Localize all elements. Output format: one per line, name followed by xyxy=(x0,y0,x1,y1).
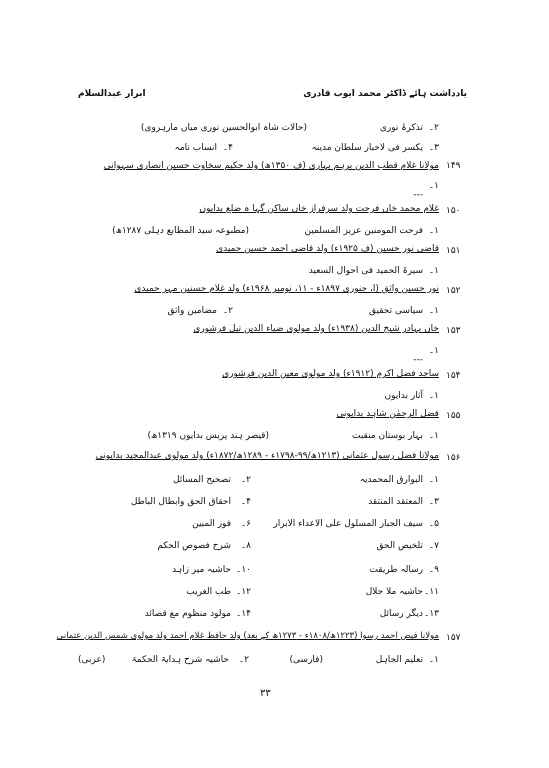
book-title: یکسر فی لاخبار سلطان مدینہ xyxy=(311,143,423,153)
item-marker: ۳۔ xyxy=(428,143,439,153)
entry-number: ۱۵۷ xyxy=(446,633,461,643)
book-title: فوز المبین xyxy=(192,519,231,529)
entry-number: ۱۵۰ xyxy=(446,206,461,216)
item-marker: ۱۔ xyxy=(428,655,439,665)
book-title: مضامین واثق xyxy=(167,306,217,316)
entry-heading: مولانا غلام قطب الدین برہم بہاری (ف ۱۳۵۰ھ) ولد حکیم سخاوت حسین انصاری سہوانی xyxy=(103,161,439,171)
book-note: (عربی) xyxy=(78,655,106,665)
item-marker: ۲۔ xyxy=(240,475,251,485)
item-marker: ۱۰۔ xyxy=(236,565,251,575)
entry-heading: مولانا فیض احمد رسوا (۱۲۲۳ھ/۱۸۰۸ء - ۱۲۷۳ھ کے بعد) ولد حافظ غلام احمد ولد مولوی شمس الدین عثمانی xyxy=(56,631,439,641)
item-marker: ۱۔ xyxy=(428,181,439,191)
item-marker: ۲۔ xyxy=(428,123,439,133)
book-title: تصحیح المسائل xyxy=(172,475,231,485)
book-title: تلخیص الحق xyxy=(376,541,423,551)
entry-heading: مولانا فضل رسول عثمانی (۱۲۱۳ھ/۹۹-۱۷۹۸ء - ۱۲۸۹ھ/۱۸۷۲ء) ولد مولوی عبدالمجید بدایونی xyxy=(95,451,439,461)
item-marker: ۱۔ xyxy=(428,306,439,316)
book-title: شرح فصوص الحکم xyxy=(157,541,231,551)
entry-heading: ساجد فضل اکرم (۱۹۱۲ء) ولد مولوی معین الدین فرشوری xyxy=(222,369,439,379)
book-title: --- xyxy=(413,190,423,200)
book-title: دیگر رسائل xyxy=(379,609,423,619)
item-marker: ۱۔ xyxy=(428,391,439,401)
entry-number: ۱۵۲ xyxy=(446,286,461,296)
item-marker: ۱۴۔ xyxy=(236,609,251,619)
book-title: طب الغریب xyxy=(186,587,231,597)
item-marker: ۲۔ xyxy=(222,306,233,316)
book-title: سیاسی تحقیق xyxy=(369,306,423,316)
book-title: تعلیم الجاہل xyxy=(375,655,423,665)
entry-heading: نور حسین واثق (ا، جنوری ۱۸۹۷ء - ۱۱، نومبر ۱۹۶۸ء) ولد غلام حسنین مہر حمیدی xyxy=(134,284,439,294)
page-number: ۳۳ xyxy=(260,688,271,699)
item-marker: ۱۱۔ xyxy=(424,587,439,597)
entry-number: ۱۵۴ xyxy=(446,371,461,381)
entry-number: ۱۴۹ xyxy=(446,161,461,171)
entry-heading: غلام محمد خاں فرحت ولد سرفراز خاں ساکن گہا ہ ضلع بدایوں xyxy=(199,204,439,214)
book-title: حاشیہ شرح ہدایۃ الحکمۃ xyxy=(131,655,229,665)
entry-number: ۱۵۳ xyxy=(446,326,461,336)
book-title: --- xyxy=(413,355,423,365)
book-note: (فارسی) xyxy=(289,655,323,665)
book-title: انساب نامہ xyxy=(174,143,217,153)
book-title: حاشیہ میر زاہد xyxy=(172,565,231,575)
item-marker: ۱۔ xyxy=(428,475,439,485)
book-title: البوارق المحمدیہ xyxy=(359,475,423,485)
entry-number: ۱۵۶ xyxy=(446,453,461,463)
item-marker: ۳۔ xyxy=(428,497,439,507)
entry-number: ۱۵۵ xyxy=(446,411,461,421)
book-note: (مطبوعہ سید المطابع دہلی ۱۲۸۷ھ) xyxy=(112,226,249,236)
book-title: رسالہ طریقت xyxy=(369,565,423,575)
entry-heading: خاں بہادر شیخ الدین (۱۹۳۸ء) ولد مولوی ضیاء الدین تیل فرشوری xyxy=(193,324,439,334)
item-marker: ۴۔ xyxy=(240,497,251,507)
item-marker: ۱۔ xyxy=(428,431,439,441)
book-title: احقاق الحق وابطال الباطل xyxy=(130,497,231,507)
book-title: فرحت المومنین عزیز المسلمین xyxy=(304,226,423,236)
book-title: المعتقد المنتقد xyxy=(368,497,423,507)
entry-heading: فضل الرحمٰن شاہد بدایونی xyxy=(336,409,439,419)
entry-heading: قاضی نور حسین (ف ۱۹۲۵ء) ولد قاضی احمد حسین حمیدی xyxy=(216,244,439,254)
book-title: سیرۃ الحمید فی احوال السعید xyxy=(308,266,423,276)
item-marker: ۴۔ xyxy=(222,143,233,153)
item-marker: ۱۔ xyxy=(428,346,439,356)
item-marker: ۱۲۔ xyxy=(236,587,251,597)
book-title: حاشیہ ملا جلال xyxy=(365,587,423,597)
item-marker: ۶۔ xyxy=(240,519,251,529)
item-marker: ۷۔ xyxy=(428,541,439,551)
book-title: تذکرۂ نوری xyxy=(379,123,423,133)
book-title: بہار بوستان منقبت xyxy=(352,431,423,441)
item-marker: ۱۔ xyxy=(428,226,439,236)
header-left: ابرار عبدالسلام xyxy=(78,89,146,99)
book-title: مولود منظوم مع قصائد xyxy=(144,609,231,619)
item-marker: ۱۔ xyxy=(428,266,439,276)
item-marker: ۹۔ xyxy=(428,565,439,575)
book-note: (حالات شاہ ابوالحسین نوری میاں مارہروی) xyxy=(140,123,307,133)
item-marker: ۱۳۔ xyxy=(424,609,439,619)
book-title: آثار بدایوں xyxy=(384,391,423,401)
entry-number: ۱۵۱ xyxy=(446,246,461,256)
book-title: سیف الجبار المسلول علی الاعداء الابرار xyxy=(273,519,423,529)
item-marker: ۵۔ xyxy=(428,519,439,529)
book-note: (قیصر ہند پریس بدایوں ۱۳۱۹ھ) xyxy=(147,431,269,441)
header-right: یادداشت ہائے ڈاکٹر محمد ایوب قادری xyxy=(303,89,467,99)
item-marker: ۲۔ xyxy=(238,655,249,665)
item-marker: ۸۔ xyxy=(240,541,251,551)
